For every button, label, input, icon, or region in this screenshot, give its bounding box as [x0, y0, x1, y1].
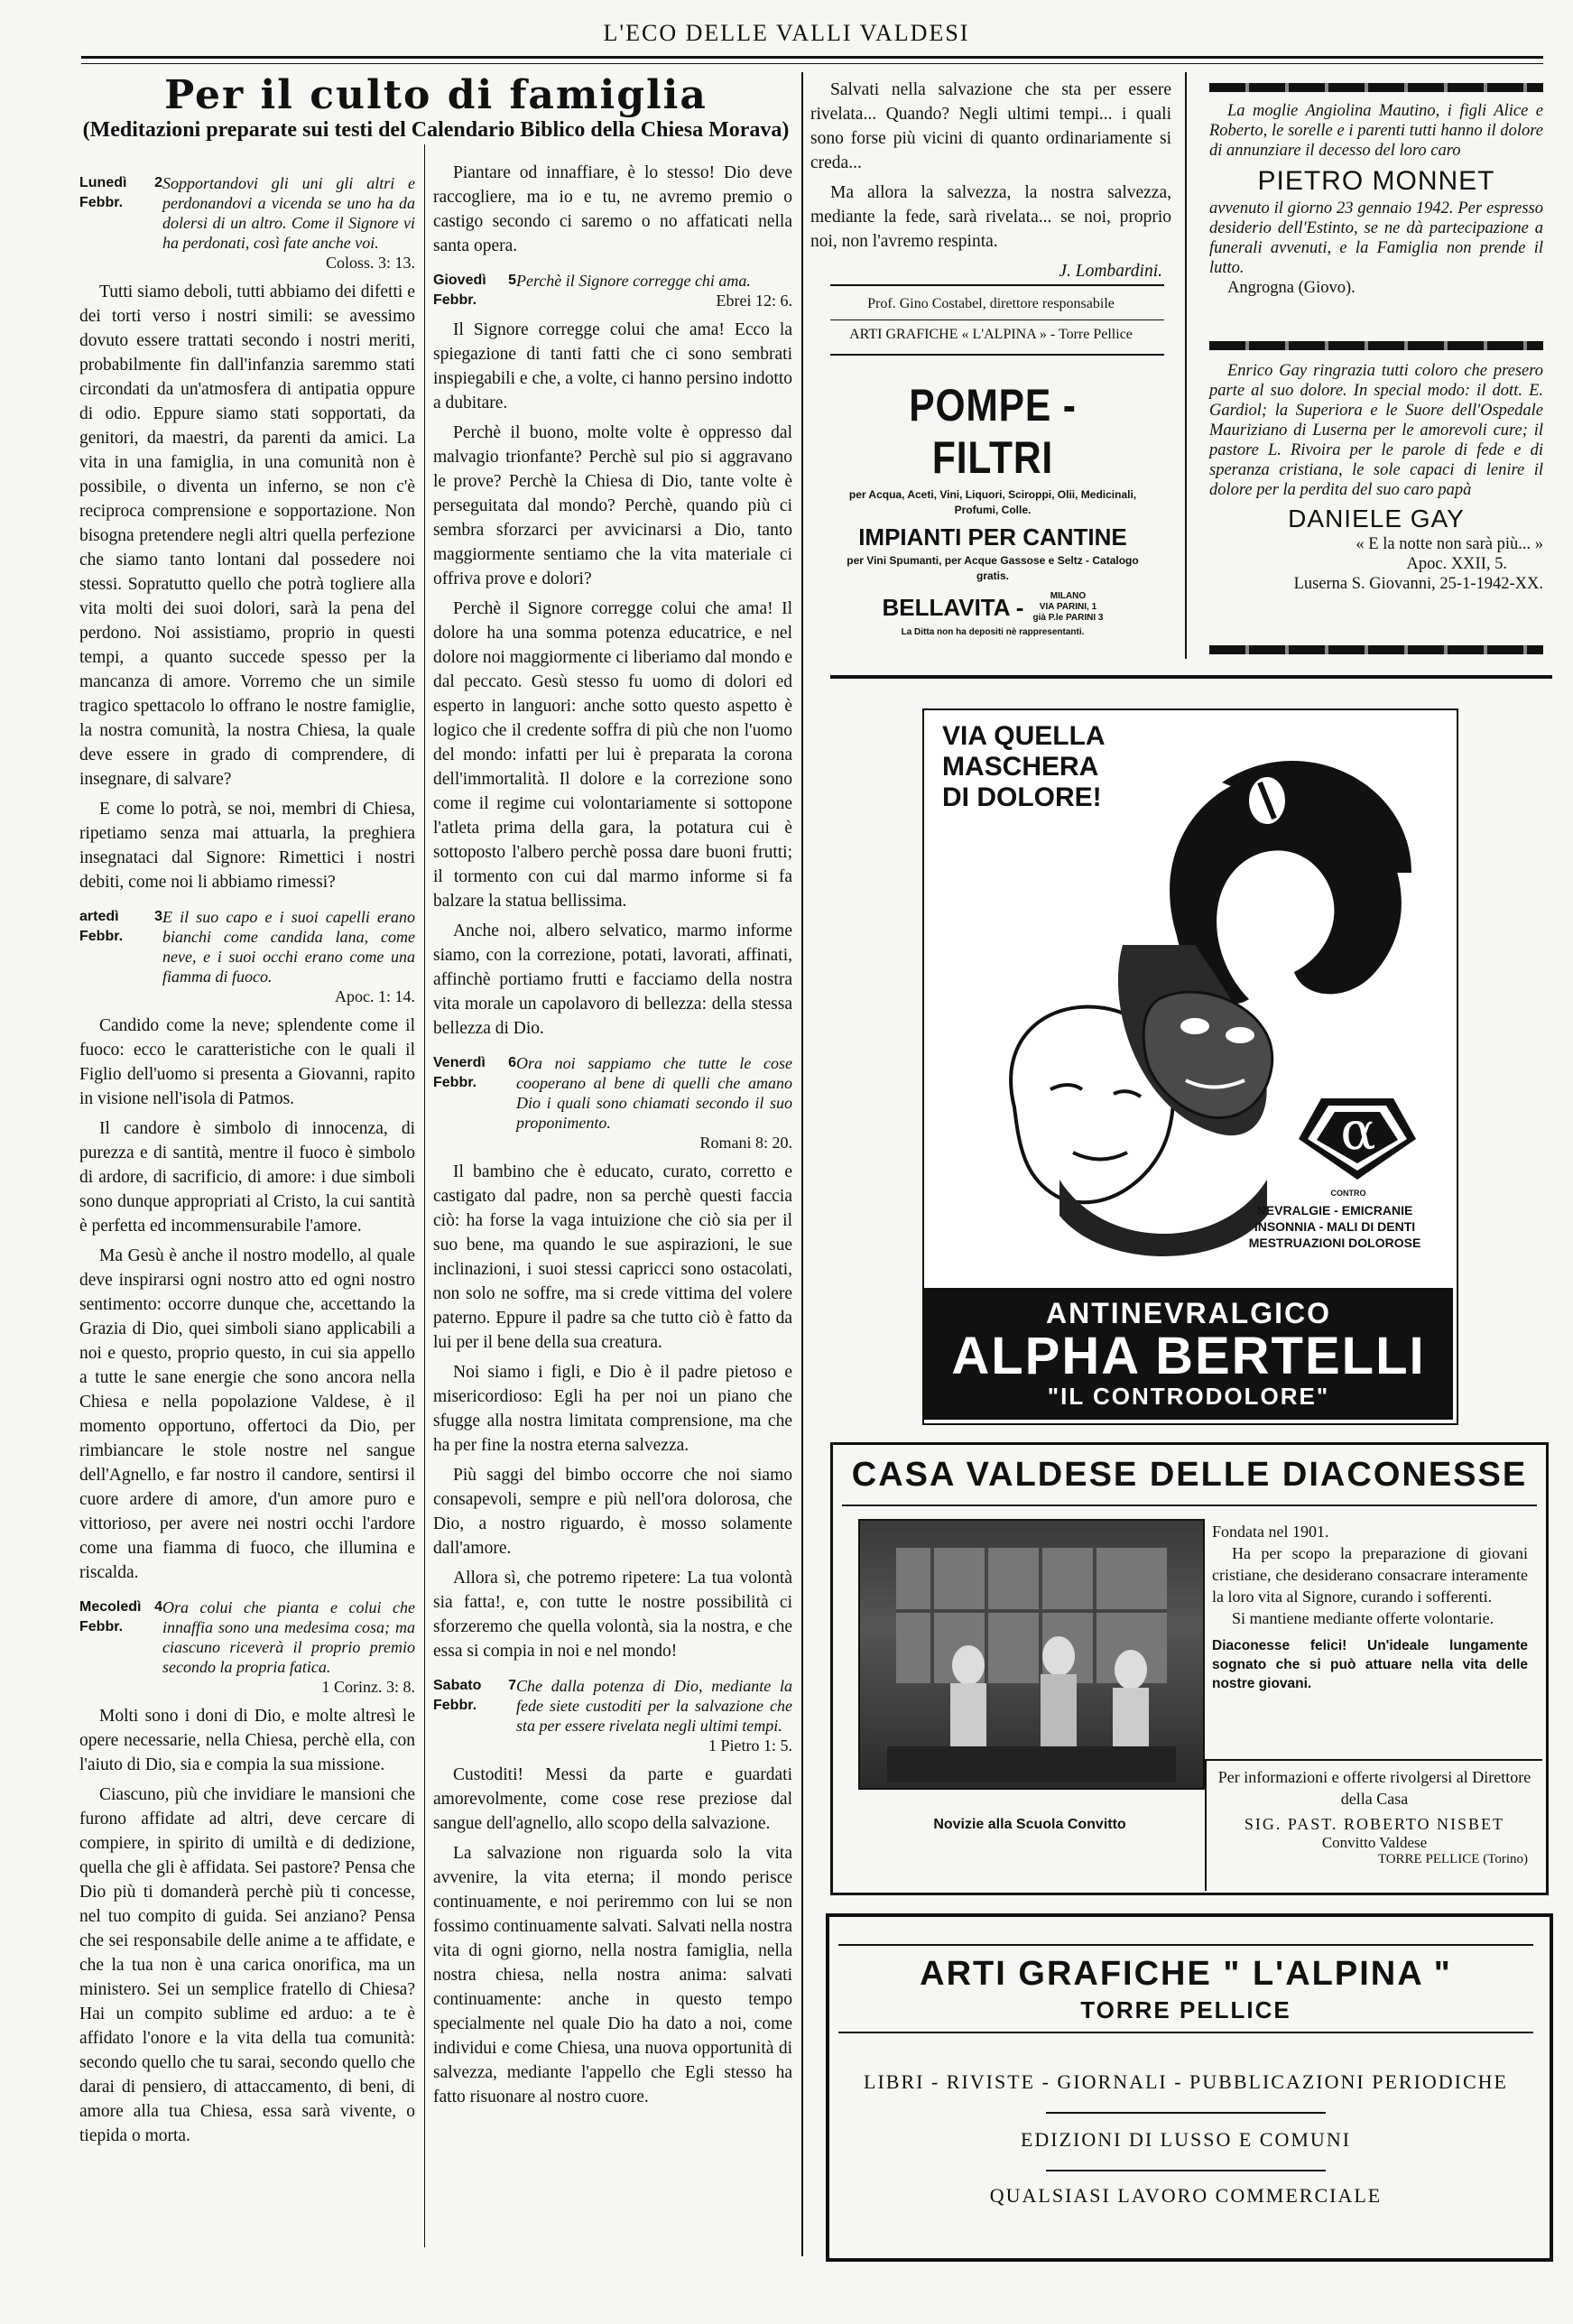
alpina-rule-2	[1046, 2170, 1326, 2171]
alpina-line-1: LIBRI - RIVISTE - GIORNALI - PUBBLICAZIONI PERIODICHE	[864, 2070, 1508, 2093]
alpha-indications: NEVRALGIE - EMICRANIE INSONNIA - MALI DI DENTI MESTRUAZIONI DOLOROSE	[1248, 1203, 1421, 1250]
day-verse: Che dalla potenza di Dio, mediante la fede siete custoditi per la salvazione che sta per essere rivelata negli ultimi tempi. 1 Pietro 1: 5.	[516, 1677, 792, 1755]
paragraph: Ciascuno, più che invidiare le mansioni che furono affidate ad altri, deve cercare di compiere, in spirito di umiltà e di dedizione, quella che gli è affidata. Sei pastore? Pensa che Dio più ti domanderà perchè più ti concesse, nel tuo compito di guida. Sei anziano? Pensa che sei responsabile delle anime a te affidate, e che la tua non è una carica onorifica, ma un ministero. Sei un semplice fratello di Chiesa? Hai un compito sublime ed arduo: a te è affidato l'onore e la vita della tua comunità: secondo quello che tu sarai, secondo quello che darai di pensiero, di attaccamento, di beni, di amore alla tua Chiesa, essa sarà vivente, o tiepida o morta.	[79, 1785, 415, 2145]
day-label: Mecoledì 4 Febbr.	[79, 1599, 162, 1634]
alpha-line-1: ANTINEVRALGICO	[1046, 1297, 1331, 1329]
imprint-rule	[830, 284, 1164, 286]
obituary-monnet	[1209, 101, 1543, 298]
paragraph: Il Signore corregge colui che ama! Ecco la spiegazione di tanti fatti che ci sono sembrati inspiegabili e che, a volte, ci hanno persino indotto a dubitare.	[433, 320, 792, 412]
day-verse: Perchè il Signore corregge chi ama. Ebrei 12: 6.	[516, 272, 792, 310]
alpha-bertelli-ad	[922, 708, 1458, 1425]
imprint-director: Prof. Gino Costabel, direttore responsabile	[867, 296, 1115, 311]
article-subtitle: (Meditazioni preparate sui testi del Calendario Biblico della Chiesa Morava)	[82, 118, 790, 142]
masthead: L'ECO DELLE VALLI VALDESI	[603, 20, 970, 46]
article-column-1	[79, 161, 415, 2153]
alpina-line-3: QUALSIASI LAVORO COMMERCIALE	[989, 2184, 1383, 2207]
day-heading	[433, 1676, 792, 1755]
casa-contact-name: SIG. PAST. ROBERTO NISBET	[1244, 1815, 1505, 1833]
alpha-illustration	[924, 710, 1453, 1288]
day-verse: Ora noi sappiamo che tutte le cose cooperano al bene di quelli che amano Dio i quali sono chiamati secondo il suo proponimento. Romani 8: 20.	[516, 1054, 792, 1152]
casa-valdese-ad	[830, 1442, 1549, 1895]
paragraph: Candido come la neve; splendente come il fuoco: ecco le caratteristiche con le quali il Figlio dell'uomo si presenta a Giovanni, rapito in visione nell'isola di Patmos.	[79, 1016, 415, 1108]
article-header	[79, 72, 792, 143]
paragraph: Tutti siamo deboli, tutti abbiamo dei difetti e dei torti verso i nostri simili: se avessimo dovuto essere trattati secondo i nostri meriti, probabilmente fin dall'infanzia saremmo stati circondati da un'atmosfera di antipatia oppure di odio. Eppure siamo stati sopportati, da genitori, da maestri, da parenti da amici. La vita in una famiglia, in una comunità non è possibile, o diventa un inferno, se non c'è reciproca comprensione e sopportazione. Non bisogna pretendere negli altri quella perfezione che siamo tanto lontani dal possedere noi stessi. Sopratutto quello che potrà togliere alla vita molti dei suoi dolori, sarà la pena del perdono. Noi assistiamo, proprio in questi tempi, a quanto succede spesso per la mancanza di amore. Vorremo che un simile tragico spettacolo lo offrano le nostre famiglie, la nostra comunità, la nostra Chiesa, la quale deve essere in grado di comprendere, di insegnare, di salvare?	[79, 282, 415, 789]
obituary-place: Luserna S. Giovanni, 25-1-1942-XX.	[1293, 575, 1543, 593]
imprint-rule-2	[830, 319, 1164, 320]
alpha-tagline: "IL CONTRODOLORE"	[1047, 1383, 1330, 1410]
paragraph: Salvati nella salvazione che sta per essere rivelata... Quando? Negli ultimi tempi... i quali sono forse più vicini di quanto ordinariamente si creda...	[810, 80, 1171, 172]
paragraph: Ma allora la salvezza, la nostra salvezza, mediante la fede, sarà rivelata... se noi, proprio noi, non l'avremo respinta.	[810, 183, 1171, 251]
article-column-2	[433, 161, 792, 2115]
obituary-bar	[1209, 341, 1543, 350]
casa-purpose: Ha per scopo la preparazione di giovani cristiane, che desiderano consacrare interamente la loro vita al Signore, curando i sofferenti.	[1212, 1544, 1528, 1606]
casa-contact-city: TORRE PELLICE (Torino)	[1377, 1852, 1528, 1866]
casa-photo	[858, 1519, 1205, 1790]
casa-title: CASA VALDESE DELLE DIACONESSE	[851, 1456, 1528, 1494]
day-ref: Romani 8: 20.	[699, 1134, 792, 1152]
alpina-title: ARTI GRAFICHE " L'ALPINA "	[920, 1955, 1452, 1993]
day-label: Giovedì 5 Febbr.	[433, 273, 516, 308]
column-rule-1	[424, 144, 425, 2247]
obituary-place: Angrogna (Giovo).	[1227, 279, 1356, 297]
pompe-line-1: per Acqua, Aceti, Vini, Liquori, Sciroppi, Olii, Medicinali, Profumi, Colle.	[848, 488, 1137, 516]
imprint-rule-3	[830, 354, 1164, 356]
casa-founded: Fondata nel 1901.	[1212, 1523, 1329, 1541]
paragraph: Il bambino che è educato, curato, corretto e castigato dal padre, non sa perchè questi faccia ciò: ha forse la vaga intuizione che ciò sia per il suo bene, ma quando le sue aspirazioni, le sue inclinazioni, i suoi stessi capricci sono ostacolati, non solo ne soffre, ma si crede vittima del volere paterno. Eppure il padre sa che tutto ciò è fatto da lui per il bene della sua creatura.	[433, 1162, 792, 1352]
paragraph: Custoditi! Messi da parte e guardati amorevolmente, come cose rese preziose dal sangue dell'agnello, allo scopo della salvazione.	[433, 1765, 792, 1833]
casa-photo-caption: Novizie alla Scuola Convitto	[933, 1817, 1126, 1832]
paragraph: Noi siamo i figli, e Dio è il padre pietoso e misericordioso: Egli ha per noi un piano che sfugge alla nostra limitata comprensione, ma che ha per fine la nostra eterna salvezza.	[433, 1363, 792, 1455]
alpina-rule	[1046, 2112, 1326, 2114]
paragraph: Piantare od innaffiare, è lo stesso! Dio deve raccogliere, ma io e tu, ne avremo premio o castigo secondo ci saremo o no affaticati nella santa opera.	[433, 163, 792, 255]
day-verse: Sopportandovi gli uni gli altri e perdonandovi a vicenda se uno ha da dolersi di un altro. Come il Signore vi ha perdonati, così fate anche voi. Coloss. 3: 13.	[162, 174, 415, 272]
obituary-details: avvenuto il giorno 23 gennaio 1942. Per espresso desiderio dell'Estinto, se ne dà partecipazione a funerali avvenuti, e la Famiglia non prende il lutto.	[1209, 199, 1543, 277]
casa-info-box	[1205, 1759, 1542, 1891]
alpina-ad	[826, 1913, 1553, 2262]
paragraph: Molti sono i doni di Dio, e molte altresì le opere necessarie, nella Chiesa, perchè ella, con l'aiuto di Dio, sia e compia la sua missione.	[79, 1707, 415, 1774]
pompe-address: MILANO VIA PARINI, 1 già P.le PARINI 3	[1032, 591, 1104, 623]
day-heading	[79, 1597, 415, 1697]
paragraph: Anche noi, albero selvatico, marmo informe siamo, con la correzione, potati, lavorati, affinati, affinchè portiamo frutti e facciamo della nostra vita morale un capolavoro di bellezza: della stessa bellezza di Dio.	[433, 921, 792, 1038]
day-heading	[79, 173, 415, 273]
alpha-contro: CONTRO	[1330, 1189, 1366, 1198]
day-verse: Ora colui che pianta e colui che innaffia sono una medesima cosa; ma ciascuno riceverà il proprio premio secondo la propria fatica. 1 Corinz. 3: 8.	[162, 1598, 415, 1696]
day-ref: Ebrei 12: 6.	[716, 292, 792, 310]
obituary-name: PIETRO MONNET	[1257, 166, 1495, 196]
day-label: Sabato 7 Febbr.	[433, 1678, 516, 1713]
pompe-title: POMPE - FILTRI	[909, 380, 1077, 483]
alpha-slogan: VIA QUELLA MASCHERA DI DOLORE!	[942, 721, 1106, 812]
day-ref: 1 Corinz. 3: 8.	[321, 1678, 415, 1696]
day-ref: Apoc. 1: 14.	[335, 987, 415, 1005]
casa-info: Per informazioni e offerte rivolgersi al Direttore della Casa	[1217, 1768, 1531, 1808]
pompe-impianti: IMPIANTI PER CANTINE	[858, 523, 1127, 551]
paragraph: Ma Gesù è anche il nostro modello, al quale deve inspirarsi ogni nostro atto ed ogni nostro sentimento: occorre dunque che, accettando la Grazia di Dio, quei simboli siano applicabili a noi e questo, proprio questo, in cui sia appello a tutte le sane energie che sono ancora nella Chiesa e nella popolazione Valdese, è il momento opportuno, offertoci da Dio, per rimbiancare le stole nostre nel sangue dell'Agnello, e far nostro il candore, sentirsi il cuore ardere di amore, d'un amore puro e vittorioso, per avere nei nostri occhi l'ardore come una fiamma di fuoco, che illumina e riscalda.	[79, 1246, 415, 1582]
pompe-brand-row	[817, 591, 1169, 624]
casa-title-rule	[842, 1505, 1537, 1506]
casa-description	[1212, 1521, 1528, 1693]
paragraph: Perchè il Signore corregge colui che ama! Il dolore ha una somma potenza educatrice, e nel dolore noi maggiormente ci liberiamo dal mondo e dal peccato. Gesù stesso fu uomo di dolori ed esperto in languori: anche sotto questo aspetto è logico che il credente soffra di più che non l'uomo del mondo: infatti per lui è preparata la corona dell'immortalità. Il dolore e la correzione sono come il regime cui volontariamente si sottopone l'atleta prima della gara, la potatura cui è sottoposto l'albero perchè possa dare buoni frutti; il tormento con cui dal marmo informe si fa balzare la statua bellissima.	[433, 599, 792, 911]
alpha-banner	[924, 1288, 1453, 1420]
obituary-text: La moglie Angiolina Mautino, i figli Alice e Roberto, le sorelle e i parenti tutti hanno il dolore di annunziare il decesso del loro caro	[1209, 102, 1543, 160]
day-label: Venerdì 6 Febbr.	[433, 1055, 516, 1090]
article-column-3	[810, 78, 1171, 283]
paragraph: La salvazione non riguarda solo la vita avvenire, la vita eterna; il mondo perisce continuamente, e noi periremmo con lui se non fossimo continuamente salvati. Salvati nella nostra vita di ogni giorno, nella nostra famiglia, nella nostra chiesa, nella nostra anima: salvati continuamente: anche in questo tempo specialmente nel quale Dio ha dato a noi, come individui e come Chiesa, una nuova opportunità di salvezza, mediante l'appello che Egli stesso ha fatto risuonare al nostro cuore.	[433, 1844, 792, 2106]
day-heading	[79, 907, 415, 1006]
obituary-bar	[1209, 83, 1543, 92]
masthead-rule-2	[81, 63, 1543, 64]
article-signature: J. Lombardini.	[1059, 262, 1162, 281]
column-rule-3	[1185, 72, 1187, 659]
paragraph: Più saggi del bimbo occorre che noi siamo consapevoli, sempre e più nell'ora dolorosa, che Dio, a nostro riguardo, è mosso solamente dall'amore.	[433, 1466, 792, 1558]
obituary-bar	[1209, 645, 1543, 654]
day-label: artedì 3 Febbr.	[79, 909, 162, 944]
day-heading	[433, 1053, 792, 1153]
paragraph: Perchè il buono, molte volte è oppresso dal malvagio trionfante? Perchè sul pio si aggravano le prove? Perchè la Chiesa di Dio, tante volte è perseguitata dal mondo? Perchè, quando più ci sembra sforzarci per avvicinarsi a Dio, tanto maggiormente sentiamo che la vita materiale ci offriva prove e dolori?	[433, 423, 792, 588]
casa-contact-place: Convitto Valdese	[1321, 1834, 1428, 1851]
section-rule	[830, 675, 1552, 679]
alpina-city: TORRE PELLICE	[1080, 1996, 1291, 2023]
paragraph: Il candore è simbolo di innocenza, di purezza e di santità, mentre il fuoco è simbolo di ardore, di sacrificio, di amore: i due simboli sono dunque appropriati al Cristo, la cui santità è perfetta ed incommensurabile l'amore.	[79, 1119, 415, 1236]
column-rule-2	[801, 72, 803, 2256]
casa-support: Si mantiene mediante offerte volontarie.	[1232, 1609, 1494, 1627]
obituary-quote: « E la notte non sarà più... »	[1356, 535, 1543, 553]
alpina-line-2: EDIZIONI DI LUSSO E COMUNI	[1020, 2128, 1352, 2151]
casa-motto: Diaconesse felici! Un'ideale lungamente sognato che si può attuare nella vita delle nostre giovani.	[1212, 1638, 1528, 1691]
obituary-gay	[1209, 361, 1543, 594]
paragraph: E come lo potrà, se noi, membri di Chiesa, ripetiamo senza mai attuarla, la preghiera insegnataci dal Signore: Rimettici i nostri debiti, come noi li abbiamo rimessi?	[79, 800, 415, 892]
day-verse: E il suo capo e i suoi capelli erano bianchi come candida lana, come neve, e i suoi occhi erano come una fiamma di fuoco. Apoc. 1: 14.	[162, 908, 415, 1005]
pompe-note: La Ditta non ha depositi nè rappresentanti.	[901, 627, 1085, 637]
obituary-name: DANIELE GAY	[1288, 505, 1465, 532]
obituary-ref: Apoc. XXII, 5.	[1406, 555, 1507, 573]
day-heading	[433, 271, 792, 310]
photo-scene	[860, 1521, 1203, 1788]
pompe-line-2: per Vini Spumanti, per Acque Gassose e Seltz - Catalogo gratis.	[847, 554, 1139, 582]
day-ref: Coloss. 3: 13.	[325, 254, 415, 272]
paragraph: Allora sì, che potremo ripetere: La tua volontà sia fatta!, e, con tutte le nostre possibilità ci sforzeremo che quella volontà, sia la nostra, e che essa si compia in noi e nel mondo!	[433, 1569, 792, 1661]
obituary-text: Enrico Gay ringrazia tutti coloro che presero parte al suo dolore. In special modo: il dott. E. Gardiol; la Superiora e le Suore dell'Ospedale Mauriziano di Luserna per le amorevoli cure; il pastore L. Rivoira per le parole di fede e di speranza cristiana, le sole capaci di lenire il dolore per la perdita del suo caro papà	[1209, 362, 1543, 499]
masthead-rule	[81, 56, 1543, 59]
pompe-filtri-ad	[817, 379, 1169, 637]
imprint-printer: ARTI GRAFICHE « L'ALPINA » - Torre Pellice	[849, 327, 1133, 342]
article-title: Per il culto di famiglia	[164, 72, 708, 118]
pompe-brand: BELLAVITA -	[882, 593, 1024, 621]
alpha-symbol: α	[1340, 1100, 1376, 1162]
day-ref: 1 Pietro 1: 5.	[708, 1736, 792, 1755]
day-label: Lunedì 2 Febbr.	[79, 175, 162, 210]
alpha-brand: ALPHA BERTELLI	[951, 1327, 1426, 1385]
